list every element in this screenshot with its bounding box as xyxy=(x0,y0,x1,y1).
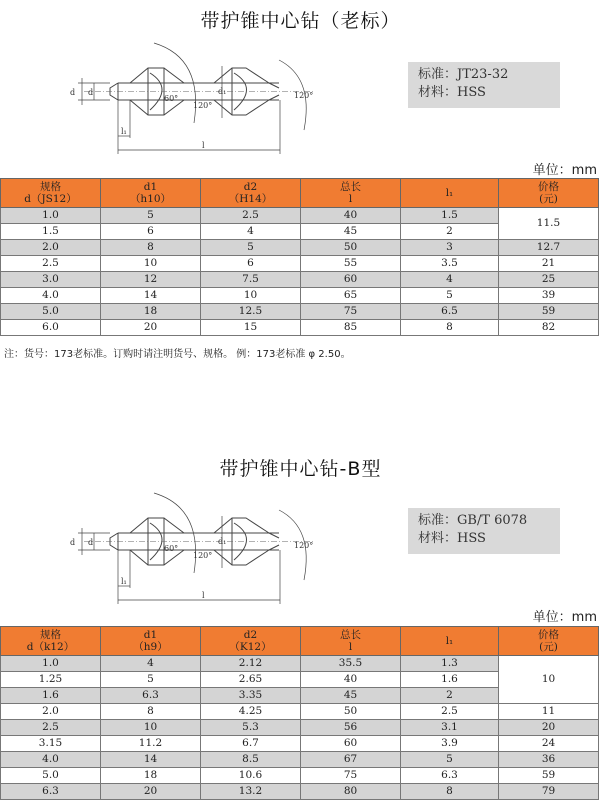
spec-box-b xyxy=(408,508,560,554)
table-cell: 59 xyxy=(499,768,599,784)
table-cell: 2.12 xyxy=(201,656,301,672)
column-header xyxy=(101,179,201,208)
table-row xyxy=(1,704,599,720)
table-cell: 1.5 xyxy=(401,208,499,224)
table-cell: 3.15 xyxy=(1,736,101,752)
table-cell: 45 xyxy=(301,224,401,240)
material-text: 材料：HSS xyxy=(418,531,486,546)
page-title: 带护锥中心钻（老标） xyxy=(200,10,401,32)
table-cell: 75 xyxy=(301,768,401,784)
table-cell: 10 xyxy=(101,720,201,736)
angle-60-label: 60° xyxy=(164,94,179,103)
table-cell: 5 xyxy=(101,672,201,688)
table-cell: 13.2 xyxy=(201,784,301,800)
angle-120-label: 120° xyxy=(193,551,213,560)
column-header xyxy=(301,179,401,208)
table-cell: 6.3 xyxy=(1,784,101,800)
table-cell: 3.35 xyxy=(201,688,301,704)
table-cell: 1.0 xyxy=(1,656,101,672)
table-cell: 11.2 xyxy=(101,736,201,752)
table-cell: 79 xyxy=(499,784,599,800)
d-label-2: d xyxy=(88,88,94,97)
table-cell: 1.0 xyxy=(1,208,101,224)
table-cell: 40 xyxy=(301,672,401,688)
order-note: 注：货号：173老标准。订购时请注明货号、规格。 例：173老标准 φ 2.50。 xyxy=(4,349,351,360)
column-header-label: 规格 xyxy=(40,181,61,193)
table-cell: 7.5 xyxy=(201,272,301,288)
d-label-2: d xyxy=(88,538,94,547)
table-cell: 5 xyxy=(101,208,201,224)
table-cell: 10 xyxy=(201,288,301,304)
angle-120-label: 120° xyxy=(193,101,213,110)
unit-label: 单位：mm xyxy=(532,163,597,178)
table-cell: 59 xyxy=(499,304,599,320)
table-cell: 4 xyxy=(401,272,499,288)
table-cell: 8 xyxy=(401,784,499,800)
d-label: d xyxy=(70,88,76,97)
table-cell: 8 xyxy=(101,704,201,720)
table-cell: 6.0 xyxy=(1,320,101,336)
table-row xyxy=(1,288,599,304)
table-cell: 56 xyxy=(301,720,401,736)
merged-price-cell: 10 xyxy=(499,656,599,704)
table-cell: 12.5 xyxy=(201,304,301,320)
table-cell: 60 xyxy=(301,736,401,752)
column-header-sub: (元) xyxy=(539,193,558,205)
table-cell: 55 xyxy=(301,256,401,272)
material-text: 材料：HSS xyxy=(418,85,486,100)
table-cell: 75 xyxy=(301,304,401,320)
table-row xyxy=(1,768,599,784)
table-cell: 12.7 xyxy=(499,240,599,256)
column-header xyxy=(401,179,499,208)
column-header-label: d2 xyxy=(243,181,258,193)
table-cell: 15 xyxy=(201,320,301,336)
d1-label: d₁ xyxy=(218,87,227,96)
standard-text: 标准：JT23-32 xyxy=(418,67,509,82)
table-cell: 14 xyxy=(101,288,201,304)
column-header-sub: （h10） xyxy=(129,193,172,205)
spec-table-b xyxy=(0,626,599,800)
table-cell: 18 xyxy=(101,768,201,784)
table-cell: 2 xyxy=(401,224,499,240)
column-header xyxy=(1,627,101,656)
table-cell: 3 xyxy=(401,240,499,256)
column-header-label: 总长 xyxy=(340,629,361,641)
table-cell: 6 xyxy=(201,256,301,272)
table-cell: 8 xyxy=(101,240,201,256)
table-cell: 50 xyxy=(301,240,401,256)
table-row xyxy=(1,256,599,272)
table-header-row xyxy=(1,627,599,656)
table-cell: 25 xyxy=(499,272,599,288)
table-cell: 5 xyxy=(401,752,499,768)
angle-120-right-label: 120° xyxy=(294,91,314,100)
table-row xyxy=(1,736,599,752)
table-cell: 5.0 xyxy=(1,304,101,320)
column-header-sub: （H14） xyxy=(228,193,273,205)
column-header-label: 价格 xyxy=(538,181,559,193)
table-cell: 3.1 xyxy=(401,720,499,736)
drill-diagram-b xyxy=(64,488,334,606)
standard-text: 标准：GB/T 6078 xyxy=(418,513,528,528)
column-header xyxy=(101,627,201,656)
table-row xyxy=(1,304,599,320)
table-row xyxy=(1,720,599,736)
unit-label-b: 单位：mm xyxy=(532,610,597,625)
column-header-label: d1 xyxy=(143,181,158,193)
table-cell: 6.5 xyxy=(401,304,499,320)
column-header xyxy=(201,627,301,656)
table-cell: 40 xyxy=(301,208,401,224)
column-header xyxy=(301,627,401,656)
table-cell: 39 xyxy=(499,288,599,304)
column-header-label: d1 xyxy=(143,629,158,641)
table-row xyxy=(1,208,599,224)
table-cell: 3.0 xyxy=(1,272,101,288)
table-cell: 1.5 xyxy=(1,224,101,240)
table-cell: 8.5 xyxy=(201,752,301,768)
table-cell: 10.6 xyxy=(201,768,301,784)
column-header xyxy=(499,627,599,656)
column-header xyxy=(499,179,599,208)
table-cell: 24 xyxy=(499,736,599,752)
merged-price-cell: 11.5 xyxy=(499,208,599,240)
table-cell: 10 xyxy=(101,256,201,272)
table-cell: 6.3 xyxy=(101,688,201,704)
page-title-b: 带护锥中心钻-B型 xyxy=(219,458,382,480)
column-header-label: 价格 xyxy=(538,629,559,641)
table-cell: 4.0 xyxy=(1,752,101,768)
table-cell: 36 xyxy=(499,752,599,768)
column-header-sub: l xyxy=(348,193,353,205)
table-row xyxy=(1,272,599,288)
table-cell: 6.3 xyxy=(401,768,499,784)
table-row xyxy=(1,240,599,256)
table-cell: 2.0 xyxy=(1,704,101,720)
table-cell: 8 xyxy=(401,320,499,336)
column-header-sub: d（JS12） xyxy=(24,193,77,205)
table-cell: 60 xyxy=(301,272,401,288)
table-cell: 4 xyxy=(101,656,201,672)
column-header xyxy=(1,179,101,208)
table-cell: 2.5 xyxy=(201,208,301,224)
table-cell: 67 xyxy=(301,752,401,768)
table-cell: 4.0 xyxy=(1,288,101,304)
table-cell: 2.5 xyxy=(401,704,499,720)
table-row xyxy=(1,784,599,800)
angle-120-right-label: 120° xyxy=(294,541,314,550)
table-cell: 6 xyxy=(101,224,201,240)
column-header-label: l₁ xyxy=(445,635,454,647)
angle-60-label: 60° xyxy=(164,544,179,553)
column-header-label: 规格 xyxy=(40,629,61,641)
table-cell: 1.25 xyxy=(1,672,101,688)
table-cell: 3.9 xyxy=(401,736,499,752)
table-cell: 2.5 xyxy=(1,720,101,736)
drill-diagram xyxy=(64,38,334,156)
table-cell: 85 xyxy=(301,320,401,336)
table-cell: 2.65 xyxy=(201,672,301,688)
table-cell: 50 xyxy=(301,704,401,720)
table-cell: 20 xyxy=(499,720,599,736)
table-cell: 20 xyxy=(101,784,201,800)
table-cell: 4.25 xyxy=(201,704,301,720)
table-cell: 1.6 xyxy=(401,672,499,688)
table-cell: 6.7 xyxy=(201,736,301,752)
l1-label: l₁ xyxy=(121,127,127,136)
table-cell: 20 xyxy=(101,320,201,336)
l-label: l xyxy=(202,591,205,600)
column-header-sub: （h9） xyxy=(133,641,168,653)
spec-table xyxy=(0,178,599,336)
table-cell: 82 xyxy=(499,320,599,336)
table-cell: 35.5 xyxy=(301,656,401,672)
table-row xyxy=(1,656,599,672)
spec-box xyxy=(408,62,560,108)
table-cell: 65 xyxy=(301,288,401,304)
column-header xyxy=(201,179,301,208)
column-header-label: d2 xyxy=(243,629,258,641)
table-cell: 14 xyxy=(101,752,201,768)
table-cell: 11 xyxy=(499,704,599,720)
column-header xyxy=(401,627,499,656)
table-cell: 2.5 xyxy=(1,256,101,272)
column-header-sub: l xyxy=(348,641,353,653)
table-cell: 2 xyxy=(401,688,499,704)
l-label: l xyxy=(202,141,205,150)
l1-label: l₁ xyxy=(121,577,127,586)
d1-label: d₁ xyxy=(218,537,227,546)
table-header-row xyxy=(1,179,599,208)
table-row xyxy=(1,320,599,336)
column-header-label: 总长 xyxy=(340,181,361,193)
column-header-sub: （K12） xyxy=(229,641,272,653)
table-cell: 1.3 xyxy=(401,656,499,672)
table-cell: 80 xyxy=(301,784,401,800)
table-cell: 4 xyxy=(201,224,301,240)
table-cell: 1.6 xyxy=(1,688,101,704)
table-cell: 5 xyxy=(201,240,301,256)
table-cell: 12 xyxy=(101,272,201,288)
table-row xyxy=(1,752,599,768)
table-cell: 5.0 xyxy=(1,768,101,784)
table-cell: 3.5 xyxy=(401,256,499,272)
table-cell: 5 xyxy=(401,288,499,304)
table-cell: 45 xyxy=(301,688,401,704)
table-cell: 21 xyxy=(499,256,599,272)
table-cell: 5.3 xyxy=(201,720,301,736)
table-cell: 2.0 xyxy=(1,240,101,256)
column-header-label: l₁ xyxy=(445,187,454,199)
d-label: d xyxy=(70,538,76,547)
table-cell: 18 xyxy=(101,304,201,320)
column-header-sub: (元) xyxy=(539,641,558,653)
column-header-sub: d（k12） xyxy=(26,641,75,653)
